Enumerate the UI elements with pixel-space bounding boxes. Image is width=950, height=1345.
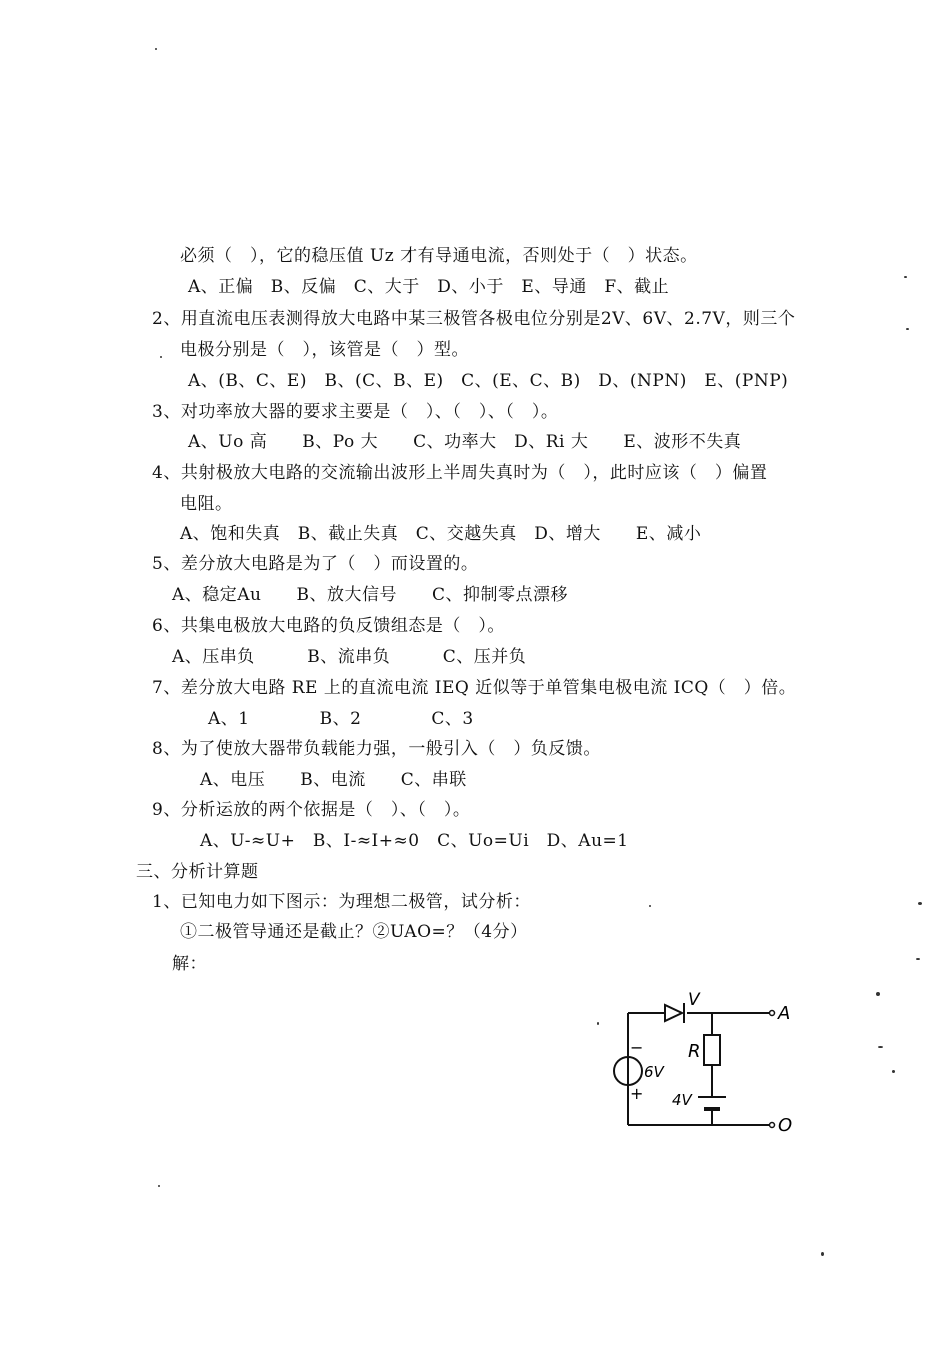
problem-1: 1、已知电力如下图示：为理想二极管，试分析： [152,892,531,912]
question-4: 4、共射极放大电路的交流输出波形上半周失真时为（ ），此时应该（ ）偏置 [152,463,768,483]
question-7: 7、差分放大电路 RE 上的直流电流 IEQ 近似等于单管集电极电流 ICQ（ ）倍。 [152,678,797,698]
text-line: 必须（ ），它的稳压值 Uz 才有导通电流，否则处于（ ）状态。 [180,246,698,266]
battery-icon [698,1097,726,1109]
options-4: A、饱和失真 B、截止失真 C、交越失真 D、增大 E、减小 [180,524,702,544]
minus-sign: − [630,1038,644,1057]
terminal-a-label: A [778,1003,791,1024]
text-line: A、正偏 B、反偏 C、大于 D、小于 E、导通 F、截止 [188,277,670,297]
question-9: 9、分析运放的两个依据是（ ）、（ ）。 [152,800,471,820]
circuit-diagram [590,985,810,1135]
question-8: 8、为了使放大器带负载能力强，一般引入（ ）负反馈。 [152,739,601,759]
diode-label: V [688,990,700,1010]
options-3: A、Uo 高 B、Po 大 C、功率大 D、Ri 大 E、波形不失真 [188,432,742,452]
section-heading: 三、分析计算题 [136,862,259,882]
options-7: A、1 B、2 C、3 [208,709,474,729]
scan-speck [878,1046,883,1048]
scan-speck [155,48,157,50]
question-2: 2、用直流电压表测得放大电路中某三极管各极电位分别是2V、6V、2.7V，则三个 [152,309,796,329]
options-5: A、稳定Au B、放大信号 C、抑制零点漂移 [172,585,569,605]
scan-speck [158,1185,160,1187]
scan-speck [821,1252,824,1256]
options-8: A、电压 B、电流 C、串联 [200,770,467,790]
source-label-6v: 6V [644,1063,664,1081]
options-9: A、U-≈U+ B、I-≈I+≈0 C、Uo=Ui D、Au=1 [200,831,629,851]
scan-speck [906,328,909,330]
scan-speck [892,1070,895,1073]
scan-speck [904,276,907,278]
scan-speck [916,958,920,960]
text-line: 电阻。 [180,494,233,514]
question-5: 5、差分放大电路是为了（ ）而设置的。 [152,554,479,574]
resistor-icon [704,1035,720,1065]
problem-1-parts: ①二极管导通还是截止？②UAO=？（4分） [180,922,528,942]
diode-icon [665,1003,684,1023]
text-line: 电极分别是（ ），该管是（ ）型。 [180,340,469,360]
scan-speck [876,992,880,996]
scan-speck [918,902,922,905]
question-6: 6、共集电极放大电路的负反馈组态是（ ）。 [152,616,505,636]
terminal-o-dot [770,1123,775,1128]
plus-sign: + [630,1084,644,1103]
scan-speck [649,905,651,907]
scan-speck [160,356,162,358]
resistor-label: R [688,1041,701,1062]
answer-label: 解： [172,954,207,974]
source-label-4v: 4V [672,1091,692,1109]
terminal-a-dot [770,1011,775,1016]
options-6: A、压串负 B、流串负 C、压并负 [172,647,527,667]
terminal-o-label: O [778,1115,793,1135]
options-2: A、(B、C、E) B、(C、B、E) C、(E、C、B) D、(NPN) E、(PNP) [188,371,789,391]
scan-speck [597,1022,599,1025]
question-3: 3、对功率放大器的要求主要是（ ）、（ ）、（ ）。 [152,402,559,422]
voltage-source-icon [614,1057,642,1085]
